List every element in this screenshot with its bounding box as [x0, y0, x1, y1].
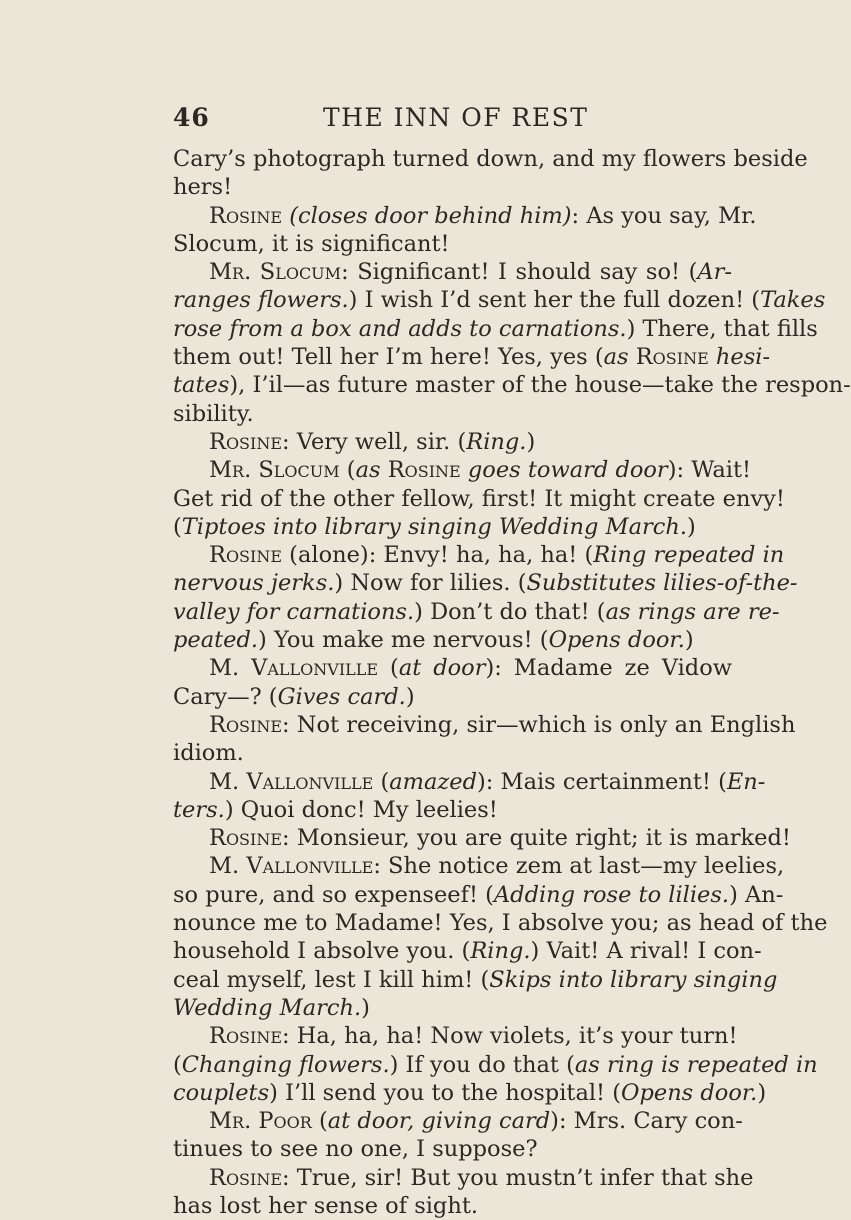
- dialogue-text: ): Madame ze Vidow: [485, 655, 732, 682]
- speaker-name: Mr. Slocum: [209, 457, 340, 484]
- text-line: [173, 513, 732, 541]
- dialogue-text: ): Mais certainment! (: [477, 768, 727, 795]
- speaker-name: Rosine: [209, 711, 283, 738]
- dialogue-text: ) An-: [729, 881, 784, 908]
- text-line: [173, 711, 796, 739]
- text-line: [173, 881, 784, 909]
- text-line: [173, 456, 752, 484]
- stage-direction: Skips into library singing: [489, 966, 778, 993]
- dialogue-text: : Very well, sir. (: [282, 428, 467, 455]
- stage-direction: Substitutes lilies-of-the-: [526, 570, 798, 597]
- text-line: [173, 428, 732, 456]
- dialogue-text: has lost her sense of sight.: [173, 1192, 479, 1219]
- dialogue-text: household I absolve you. (: [173, 938, 471, 965]
- stage-direction: tates: [173, 372, 230, 399]
- dialogue-text: ): [684, 627, 694, 654]
- text-line: [173, 598, 780, 626]
- text-line: [173, 286, 826, 314]
- dialogue-text: : As you say, Mr.: [571, 202, 757, 229]
- dialogue-text: hers!: [173, 174, 233, 201]
- dialogue-text: Cary’s photograph turned down, and my flowers beside: [173, 146, 808, 172]
- stage-direction: as ring is repeated in: [574, 1051, 818, 1078]
- stage-direction: Opens door.: [548, 627, 685, 654]
- dialogue-text: ) There, that fills: [626, 315, 818, 342]
- text-line: [173, 371, 851, 399]
- page-number: 46: [173, 103, 210, 132]
- dialogue-text: sibility.: [173, 400, 254, 427]
- stage-direction: Ar-: [697, 259, 733, 286]
- dialogue-text: ): Wait!: [667, 457, 752, 484]
- stage-direction: Wedding March.: [173, 994, 362, 1021]
- stage-direction: Adding rose to lilies.: [493, 881, 730, 908]
- stage-direction: Changing flowers.: [181, 1051, 390, 1078]
- text-line: [173, 1135, 732, 1163]
- text-line: [173, 145, 808, 173]
- stage-direction: ranges flowers.: [173, 287, 349, 314]
- speaker-name: M. Vallonville: [209, 655, 379, 682]
- dialogue-text: ): [405, 683, 415, 710]
- dialogue-text: ) You make me nervous! (: [258, 627, 549, 654]
- stage-direction: En-: [726, 768, 766, 795]
- text-line: [173, 173, 732, 201]
- stage-direction: amazed: [389, 768, 478, 795]
- text-line: [173, 768, 766, 796]
- text-line: [173, 909, 828, 937]
- dialogue-text: ), I’il—as future master of the house—take the respon-: [229, 372, 851, 399]
- dialogue-text: (: [173, 513, 182, 540]
- stage-direction: valley for carnations.: [173, 598, 415, 625]
- dialogue-text: : She notice zem at last—my leelies,: [373, 853, 785, 880]
- dialogue-text: (alone): Envy! ha, ha, ha! (: [282, 542, 594, 569]
- text-line: [173, 400, 732, 428]
- speaker-name: M. Vallonville: [209, 768, 374, 795]
- dialogue-text: Cary—? (: [173, 683, 278, 710]
- dialogue-text: them out! Tell her I’m here! Yes, yes (: [173, 344, 604, 371]
- speaker-name: Rosine: [209, 428, 283, 455]
- stage-direction: at door: [398, 655, 486, 682]
- dialogue-text: ): [757, 1079, 767, 1106]
- dialogue-text: (: [173, 1051, 182, 1078]
- text-line: [173, 966, 778, 994]
- text-line: [173, 1079, 767, 1107]
- speaker-name: M. Vallonville: [209, 853, 374, 880]
- stage-direction: nervous jerks.: [173, 570, 335, 597]
- dialogue-text: (: [378, 655, 399, 682]
- speaker-name: Rosine: [209, 1164, 283, 1191]
- play-text: [173, 145, 851, 1220]
- dialogue-text: ): [687, 513, 696, 540]
- dialogue-text: ): [361, 994, 370, 1021]
- dialogue-text: ceal myself, lest I kill him! (: [173, 966, 490, 993]
- stage-direction: goes toward door: [460, 457, 668, 484]
- speaker-name: Rosine: [209, 825, 283, 852]
- text-line: [173, 541, 785, 569]
- dialogue-text: ) I’ll send you to the hospital! (: [269, 1079, 622, 1106]
- stage-direction: ters.: [173, 796, 225, 823]
- dialogue-text: idiom.: [173, 740, 244, 767]
- dialogue-text: Slocum, it is significant!: [173, 230, 450, 257]
- dialogue-text: ) Vait! A rival! I con-: [530, 938, 762, 965]
- speaker-name: Rosine: [387, 457, 461, 484]
- speaker-name: Mr. Slocum: [209, 259, 342, 286]
- speaker-name: Rosine: [209, 202, 283, 229]
- text-line: [173, 739, 732, 767]
- stage-direction: (closes door behind him): [289, 202, 572, 229]
- dialogue-text: so pure, and so expenseef! (: [173, 881, 494, 908]
- text-line: [173, 485, 785, 513]
- text-line: [173, 824, 791, 852]
- dialogue-text: (: [311, 1108, 328, 1135]
- text-line: [173, 937, 762, 965]
- stage-direction: Takes: [760, 287, 826, 314]
- stage-direction: at door, giving card: [327, 1108, 551, 1135]
- dialogue-text: nounce me to Madame! Yes, I absolve you; as head of the: [173, 910, 828, 937]
- text-line: [173, 258, 732, 286]
- running-title: THE INN OF REST: [323, 103, 589, 132]
- text-line: [173, 202, 757, 230]
- text-line: [173, 1192, 732, 1220]
- dialogue-text: : Ha, ha, ha! Now violets, it’s your turn!: [282, 1023, 738, 1050]
- dialogue-text: : Monsieur, you are quite right; it is marked!: [282, 825, 791, 852]
- text-line: [173, 994, 732, 1022]
- speaker-name: Rosine: [635, 344, 709, 371]
- stage-direction: as: [355, 457, 388, 484]
- stage-direction: Tiptoes into library singing Wedding March.: [181, 513, 687, 540]
- stage-direction: Opens door.: [621, 1079, 758, 1106]
- stage-direction: hesi-: [708, 344, 771, 371]
- text-line: [173, 626, 732, 654]
- dialogue-text: tinues to see no one, I suppose?: [173, 1136, 538, 1163]
- text-line: [173, 1107, 743, 1135]
- stage-direction: Ring repeated in: [593, 542, 785, 569]
- dialogue-text: : Significant! I should say so! (: [341, 259, 698, 286]
- speaker-name: Rosine: [209, 1023, 283, 1050]
- text-line: [173, 343, 771, 371]
- text-line: [173, 1022, 738, 1050]
- text-line: [173, 569, 798, 597]
- dialogue-text: ) Now for lilies. (: [334, 570, 527, 597]
- dialogue-text: Get rid of the other fellow, first! It might create envy!: [173, 485, 785, 512]
- stage-direction: rose from a box and adds to carnations.: [173, 315, 627, 342]
- stage-direction: as rings are re-: [605, 598, 780, 625]
- text-line: [173, 1051, 818, 1079]
- speaker-name: Rosine: [209, 542, 283, 569]
- text-line: [173, 230, 732, 258]
- text-line: [173, 1164, 754, 1192]
- text-line: [173, 683, 732, 711]
- dialogue-text: (: [373, 768, 390, 795]
- dialogue-text: : True, sir! But you mustn’t infer that she: [282, 1164, 754, 1191]
- dialogue-text: ) Don’t do that! (: [414, 598, 606, 625]
- text-line: [173, 852, 785, 880]
- dialogue-text: ) If you do that (: [389, 1051, 575, 1078]
- stage-direction: as: [603, 344, 636, 371]
- text-line: [173, 315, 818, 343]
- stage-direction: Gives card.: [277, 683, 406, 710]
- speaker-name: Mr. Poor: [209, 1108, 312, 1135]
- dialogue-text: ) I wish I’d sent her the full dozen! (: [348, 287, 761, 314]
- dialogue-text: ) Quoi donc! My leelies!: [224, 796, 498, 823]
- stage-direction: peated.: [173, 627, 259, 654]
- page-header: [173, 103, 732, 145]
- stage-direction: Ring.: [470, 938, 531, 965]
- text-line: [173, 796, 732, 824]
- dialogue-text: ): [526, 428, 536, 455]
- text-line: [173, 654, 732, 682]
- stage-direction: couplets: [173, 1079, 270, 1106]
- dialogue-text: : Not receiving, sir—which is only an English: [282, 711, 796, 738]
- dialogue-text: ): Mrs. Cary con-: [550, 1108, 743, 1135]
- stage-direction: Ring.: [466, 428, 527, 455]
- dialogue-text: (: [339, 457, 356, 484]
